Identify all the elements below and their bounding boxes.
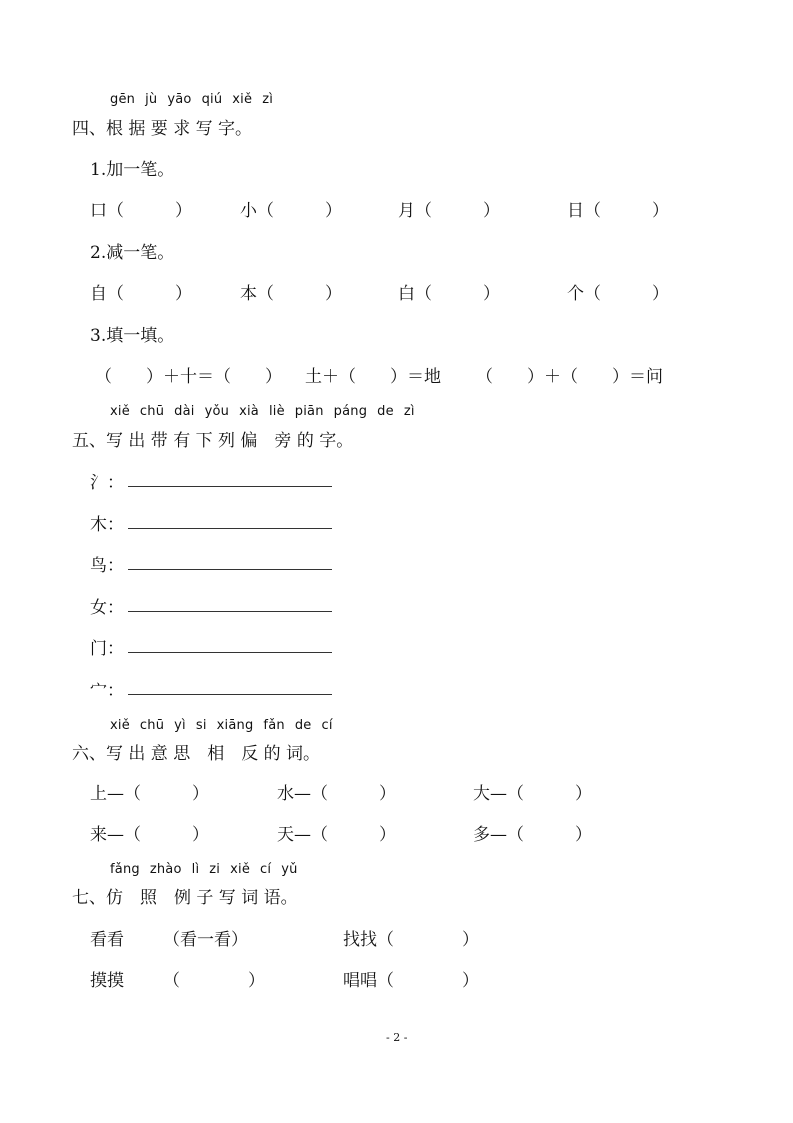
pinyin-syllable: chū	[139, 404, 165, 419]
pinyin-syllable: xiāng	[216, 718, 254, 733]
pinyin-syllable: qiú	[201, 92, 223, 107]
pinyin-syllable: si	[195, 718, 207, 733]
antonym-item: 多—（ ）	[473, 825, 592, 845]
reduplication-item: 找找（ ）	[343, 930, 479, 950]
pinyin-syllable: xiě	[232, 92, 253, 107]
pinyin-syllable: fǎng	[110, 862, 140, 877]
pinyin-syllable: páng	[333, 404, 368, 419]
pinyin-syllable: yǔ	[281, 862, 298, 877]
pinyin-syllable: yì	[174, 718, 186, 733]
pinyin-syllable: xià	[239, 404, 259, 419]
section6-title: 六、写 出 意 思 相 反 的 词。	[72, 744, 321, 764]
pinyin-syllable: gēn	[110, 92, 136, 107]
answer-line[interactable]	[128, 652, 332, 653]
pinyin-syllable: jù	[145, 92, 158, 107]
radical-label: 氵：	[90, 473, 124, 493]
add-stroke-item: 小（ ）	[240, 201, 342, 221]
antonym-item: 上—（ ）	[90, 784, 209, 804]
pinyin-syllable: zi	[209, 862, 221, 877]
answer-line[interactable]	[128, 611, 332, 612]
remove-stroke-item: 白（ ）	[398, 284, 500, 304]
pinyin-syllable: cí	[321, 718, 333, 733]
section4-pinyin	[110, 92, 283, 107]
answer-blank: （ ）	[163, 971, 265, 991]
section5-title: 五、写 出 带 有 下 列 偏 旁 的 字。	[72, 431, 354, 451]
antonym-item: 天—（ ）	[277, 825, 396, 845]
pinyin-syllable: liè	[268, 404, 285, 419]
pinyin-syllable: zhào	[149, 862, 182, 877]
fill-in-item: （ ）＋（ ）＝问	[476, 367, 663, 387]
pinyin-syllable: fǎn	[263, 718, 285, 733]
example-answer: （看一看）	[163, 930, 248, 950]
reduplication-word: 摸摸	[90, 971, 124, 991]
fill-in-item: （ ）＋十＝（ ）	[95, 367, 282, 387]
antonym-item: 水—（ ）	[277, 784, 396, 804]
answer-line[interactable]	[128, 569, 332, 570]
answer-line[interactable]	[128, 486, 332, 487]
radical-label: 宀：	[90, 681, 124, 701]
answer-line[interactable]	[128, 528, 332, 529]
answer-line[interactable]	[128, 694, 332, 695]
pinyin-syllable: de	[294, 718, 312, 733]
pinyin-syllable: piān	[294, 404, 324, 419]
add-stroke-item: 日（ ）	[567, 201, 669, 221]
antonym-item: 大—（ ）	[473, 784, 592, 804]
antonym-item: 来—（ ）	[90, 825, 209, 845]
pinyin-syllable: dài	[174, 404, 195, 419]
remove-stroke-item: 自（ ）	[90, 284, 192, 304]
radical-label: 门：	[90, 639, 124, 659]
q3-label: 3.填一填。	[90, 326, 175, 346]
radical-label: 鸟：	[90, 556, 124, 576]
pinyin-syllable: de	[377, 404, 394, 419]
add-stroke-item: 口（ ）	[90, 201, 192, 221]
pinyin-syllable: xiě	[110, 404, 130, 419]
remove-stroke-item: 本（ ）	[240, 284, 342, 304]
radical-label: 女：	[90, 598, 124, 618]
fill-in-item: 土＋（ ）＝地	[305, 367, 441, 387]
section6-pinyin	[110, 718, 343, 733]
q1-label: 1.加一笔。	[90, 160, 175, 180]
pinyin-syllable: yāo	[167, 92, 192, 107]
section4-title: 四、根 据 要 求 写 字。	[72, 119, 253, 139]
reduplication-item: 唱唱（ ）	[343, 971, 479, 991]
section5-pinyin	[110, 404, 425, 419]
pinyin-syllable: xiě	[110, 718, 130, 733]
pinyin-syllable: chū	[139, 718, 165, 733]
pinyin-syllable: xiě	[230, 862, 251, 877]
add-stroke-item: 月（ ）	[398, 201, 500, 221]
remove-stroke-item: 个（ ）	[567, 284, 669, 304]
pinyin-syllable: zì	[262, 92, 274, 107]
q2-label: 2.减一笔。	[90, 243, 175, 263]
page-number: - 2 -	[386, 1031, 408, 1044]
pinyin-syllable: cí	[260, 862, 272, 877]
pinyin-syllable: yǒu	[204, 404, 230, 419]
reduplication-word: 看看	[90, 930, 124, 950]
section7-pinyin	[110, 862, 308, 877]
pinyin-syllable: zì	[403, 404, 415, 419]
pinyin-syllable: lì	[191, 862, 200, 877]
section7-title: 七、仿 照 例 子 写 词 语。	[72, 888, 298, 908]
radical-label: 木：	[90, 515, 124, 535]
